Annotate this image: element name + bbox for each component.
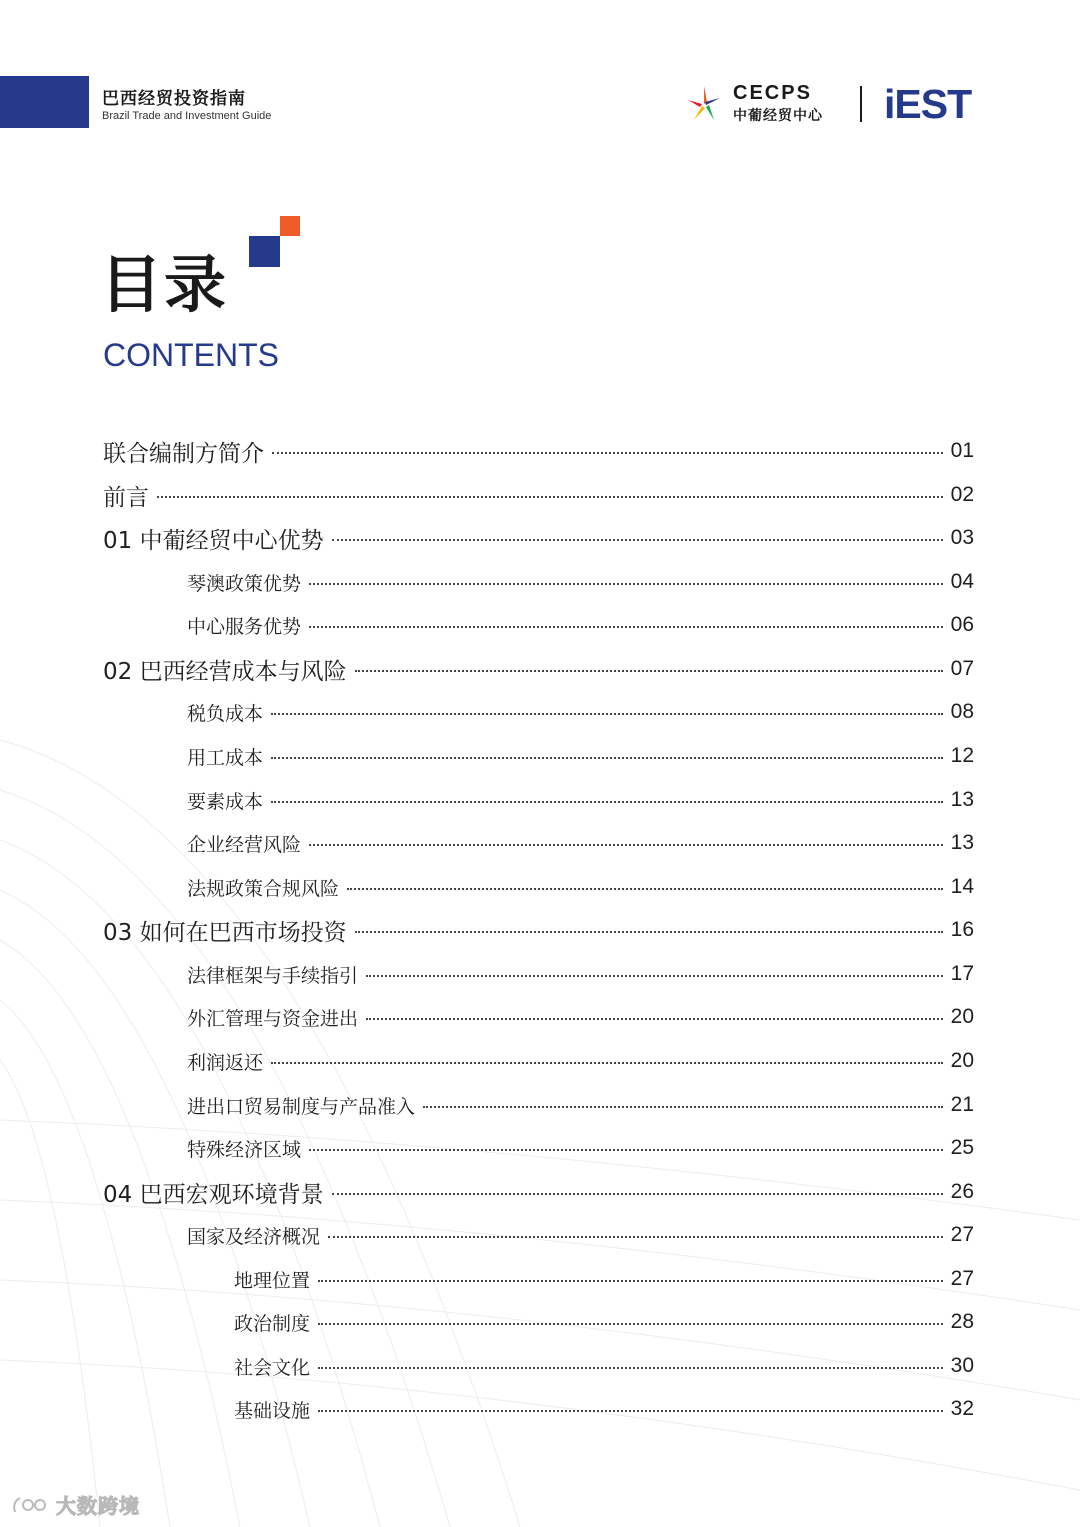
cecps-star-icon xyxy=(684,84,724,124)
toc-entry-page: 16 xyxy=(950,918,974,941)
toc-entry-page: 27 xyxy=(950,1223,974,1246)
toc-entry-label: 基础设施 xyxy=(234,1399,311,1422)
cecps-logo-chinese: 中葡经贸中心 xyxy=(733,108,823,124)
toc-entry[interactable] xyxy=(187,828,974,858)
toc-entry-page: 07 xyxy=(950,657,974,680)
header-accent-bar xyxy=(0,76,89,128)
toc-entry-page: 20 xyxy=(950,1049,974,1072)
toc-leader-dots xyxy=(355,670,943,672)
toc-entry-page: 20 xyxy=(950,1005,974,1028)
toc-entry-label: 特殊经济区域 xyxy=(187,1138,302,1161)
toc-entry-label: 联合编制方简介 xyxy=(103,440,264,467)
toc-entry[interactable] xyxy=(187,959,974,989)
watermark xyxy=(10,1490,140,1519)
toc-entry-label: 企业经营风险 xyxy=(187,833,302,856)
toc-entry-label: 03 如何在巴西市场投资 xyxy=(103,919,347,946)
toc-entry-page: 13 xyxy=(950,831,974,854)
toc-leader-dots xyxy=(347,888,943,890)
toc-leader-dots xyxy=(271,757,943,759)
toc-leader-dots xyxy=(309,626,943,628)
toc-leader-dots xyxy=(271,801,943,803)
toc-leader-dots xyxy=(318,1323,943,1325)
toc-entry[interactable] xyxy=(187,610,974,640)
toc-entry[interactable] xyxy=(187,1090,974,1120)
toc-entry-page: 08 xyxy=(950,700,974,723)
toc-leader-dots xyxy=(366,975,943,977)
toc-entry-page: 01 xyxy=(950,439,974,462)
toc-entry-label: 利润返还 xyxy=(187,1051,264,1074)
toc-entry[interactable] xyxy=(103,480,974,510)
toc-entry-label: 法律框架与手续指引 xyxy=(187,964,359,987)
decorative-blue-square xyxy=(249,236,280,267)
toc-entry-page: 32 xyxy=(950,1397,974,1420)
toc-entry-page: 02 xyxy=(950,483,974,506)
toc-entry-page: 03 xyxy=(950,526,974,549)
toc-leader-dots xyxy=(157,496,943,498)
toc-entry[interactable] xyxy=(187,741,974,771)
toc-entry[interactable] xyxy=(103,523,974,553)
iest-logo: iEST xyxy=(884,81,972,127)
toc-entry-page: 14 xyxy=(950,875,974,898)
watermark-text: 大数跨境 xyxy=(56,1494,140,1518)
toc-entry-page: 26 xyxy=(950,1180,974,1203)
toc-leader-dots xyxy=(318,1410,943,1412)
toc-leader-dots xyxy=(272,452,943,454)
toc-entry[interactable] xyxy=(234,1394,974,1424)
toc-entry-page: 28 xyxy=(950,1310,974,1333)
toc-entry[interactable] xyxy=(187,1046,974,1076)
toc-entry[interactable] xyxy=(187,1220,974,1250)
toc-entry-page: 30 xyxy=(950,1354,974,1377)
toc-entry-page: 27 xyxy=(950,1267,974,1290)
page-title: 目录 xyxy=(100,248,229,321)
toc-leader-dots xyxy=(332,1193,943,1195)
toc-entry-page: 25 xyxy=(950,1136,974,1159)
toc-entry-label: 01 中葡经贸中心优势 xyxy=(103,527,324,554)
toc-entry-label: 外汇管理与资金进出 xyxy=(187,1007,359,1030)
toc-entry[interactable] xyxy=(187,872,974,902)
toc-leader-dots xyxy=(423,1106,943,1108)
logo-divider xyxy=(860,86,862,122)
toc-entry-page: 06 xyxy=(950,613,974,636)
toc-entry-label: 国家及经济概况 xyxy=(187,1225,321,1248)
toc-entry-label: 地理位置 xyxy=(234,1269,311,1292)
toc-leader-dots xyxy=(309,1149,943,1151)
toc-entry[interactable] xyxy=(187,697,974,727)
toc-entry-label: 02 巴西经营成本与风险 xyxy=(103,658,347,685)
header-subtitle: Brazil Trade and Investment Guide xyxy=(102,110,272,122)
toc-leader-dots xyxy=(271,713,943,715)
toc-leader-dots xyxy=(271,1062,943,1064)
cecps-logo-text: CECPS xyxy=(733,82,812,104)
toc-leader-dots xyxy=(328,1236,943,1238)
toc-leader-dots xyxy=(355,931,943,933)
toc-entry-label: 政治制度 xyxy=(234,1312,311,1335)
toc-entry-label: 进出口贸易制度与产品准入 xyxy=(187,1095,416,1118)
toc-entry[interactable] xyxy=(187,1002,974,1032)
toc-entry-page: 21 xyxy=(950,1093,974,1116)
toc-leader-dots xyxy=(318,1367,943,1369)
watermark-logo-icon xyxy=(10,1492,52,1518)
toc-entry[interactable] xyxy=(103,915,974,945)
toc-entry[interactable] xyxy=(103,436,974,466)
toc-leader-dots xyxy=(332,539,943,541)
toc-entry-label: 税负成本 xyxy=(187,702,264,725)
toc-entry-label: 用工成本 xyxy=(187,746,264,769)
toc-entry-page: 17 xyxy=(950,962,974,985)
toc-entry-label: 琴澳政策优势 xyxy=(187,572,302,595)
toc-entry[interactable] xyxy=(234,1351,974,1381)
toc-entry-page: 04 xyxy=(950,570,974,593)
toc-entry[interactable] xyxy=(234,1307,974,1337)
toc-entry-label: 前言 xyxy=(103,484,149,511)
decorative-orange-square xyxy=(280,216,300,236)
toc-entry[interactable] xyxy=(103,1177,974,1207)
toc-leader-dots xyxy=(309,583,943,585)
toc-entry-label: 法规政策合规风险 xyxy=(187,877,340,900)
toc-entry-label: 中心服务优势 xyxy=(187,615,302,638)
toc-entry[interactable] xyxy=(187,785,974,815)
toc-leader-dots xyxy=(318,1280,943,1282)
page-subtitle: CONTENTS xyxy=(103,337,279,373)
toc-leader-dots xyxy=(309,844,943,846)
toc-entry-page: 13 xyxy=(950,788,974,811)
toc-entry[interactable] xyxy=(187,567,974,597)
toc-entry[interactable] xyxy=(103,654,974,684)
toc-leader-dots xyxy=(366,1018,943,1020)
toc-entry-label: 要素成本 xyxy=(187,790,264,813)
toc-entry-page: 12 xyxy=(950,744,974,767)
toc-entry[interactable] xyxy=(187,1133,974,1163)
header-title: 巴西经贸投资指南 xyxy=(102,89,246,109)
toc-entry-label: 04 巴西宏观环境背景 xyxy=(103,1181,324,1208)
toc-entry-label: 社会文化 xyxy=(234,1356,311,1379)
toc-entry[interactable] xyxy=(234,1264,974,1294)
